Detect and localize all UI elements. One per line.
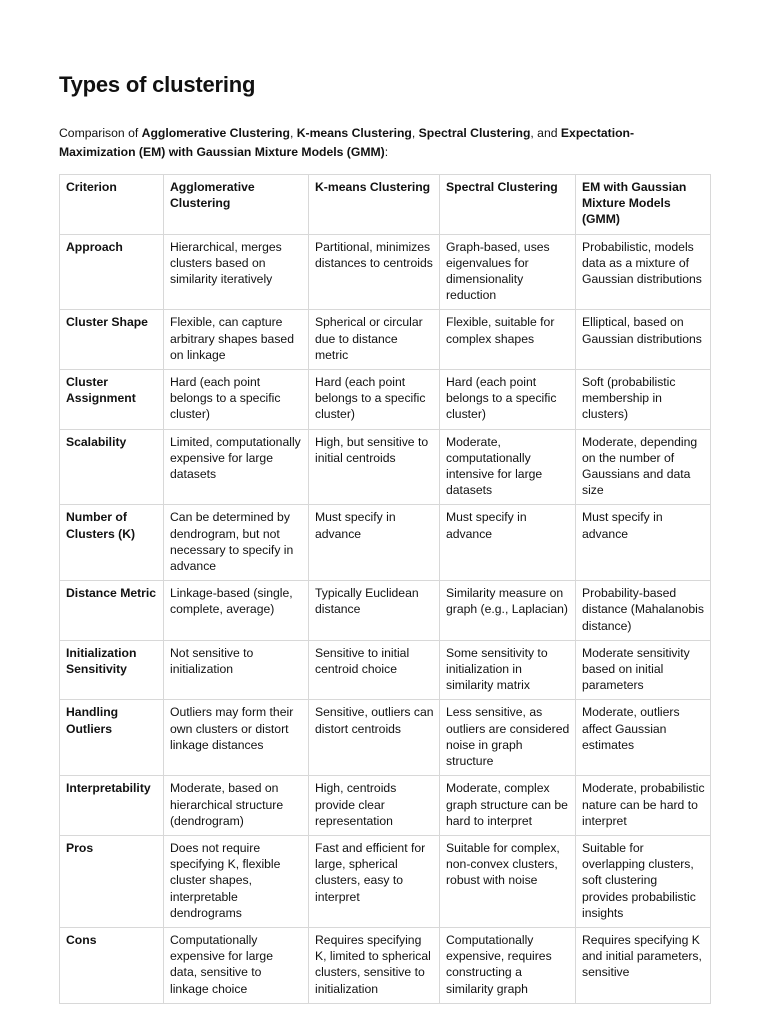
table-cell: Some sensitivity to initialization in similarity matrix xyxy=(440,640,576,700)
table-cell: Less sensitive, as outliers are considered noise in graph structure xyxy=(440,700,576,776)
table-cell: Moderate, computationally intensive for large datasets xyxy=(440,429,576,505)
table-cell: Moderate sensitivity based on initial parameters xyxy=(576,640,711,700)
intro-paragraph xyxy=(59,124,709,162)
header-em-gmm: EM with Gaussian Mixture Models (GMM) xyxy=(576,175,711,235)
row-criterion: Distance Metric xyxy=(60,581,164,641)
table-cell: Moderate, probabilistic nature can be hard to interpret xyxy=(576,776,711,836)
row-criterion: Scalability xyxy=(60,429,164,505)
table-cell: Can be determined by dendrogram, but not necessary to specify in advance xyxy=(164,505,309,581)
row-criterion: Interpretability xyxy=(60,776,164,836)
header-spectral: Spectral Clustering xyxy=(440,175,576,235)
header-agglomerative: Agglomerative Clustering xyxy=(164,175,309,235)
table-cell: Hard (each point belongs to a specific cluster) xyxy=(309,370,440,430)
table-cell: Flexible, suitable for complex shapes xyxy=(440,310,576,370)
intro-text: Comparison of xyxy=(59,126,142,141)
table-cell: Limited, computationally expensive for large datasets xyxy=(164,429,309,505)
table-cell: Does not require specifying K, flexible cluster shapes, interpretable dendrograms xyxy=(164,835,309,927)
table-cell: Computationally expensive, requires constructing a similarity graph xyxy=(440,927,576,1003)
row-criterion: Pros xyxy=(60,835,164,927)
table-cell: Elliptical, based on Gaussian distributions xyxy=(576,310,711,370)
page-title: Types of clustering xyxy=(59,72,256,97)
table-cell: Fast and efficient for large, spherical clusters, easy to interpret xyxy=(309,835,440,927)
table-cell: Partitional, minimizes distances to centroids xyxy=(309,234,440,310)
intro-term-kmeans: K-means Clustering xyxy=(296,126,412,141)
table-cell: Soft (probabilistic membership in clusters) xyxy=(576,370,711,430)
header-criterion: Criterion xyxy=(60,175,164,235)
table-row xyxy=(60,581,711,641)
table-cell: Probabilistic, models data as a mixture of Gaussian distributions xyxy=(576,234,711,310)
table-cell: High, but sensitive to initial centroids xyxy=(309,429,440,505)
table-cell: Moderate, outliers affect Gaussian estimates xyxy=(576,700,711,776)
row-criterion: Cluster Shape xyxy=(60,310,164,370)
table-cell: Requires specifying K and initial parameters, sensitive xyxy=(576,927,711,1003)
table-row xyxy=(60,640,711,700)
table-cell: Typically Euclidean distance xyxy=(309,581,440,641)
intro-text: : xyxy=(384,145,389,160)
row-criterion: Cluster Assignment xyxy=(60,370,164,430)
table-cell: Must specify in advance xyxy=(440,505,576,581)
intro-term-spectral: Spectral Clustering xyxy=(418,126,531,141)
table-cell: Similarity measure on graph (e.g., Laplacian) xyxy=(440,581,576,641)
table-cell: Sensitive, outliers can distort centroids xyxy=(309,700,440,776)
table-cell: Moderate, depending on the number of Gaussians and data size xyxy=(576,429,711,505)
table-cell: Must specify in advance xyxy=(576,505,711,581)
intro-term-agglomerative: Agglomerative Clustering xyxy=(141,126,290,141)
table-row xyxy=(60,835,711,927)
table-row xyxy=(60,776,711,836)
table-cell: Graph-based, uses eigenvalues for dimensionality reduction xyxy=(440,234,576,310)
row-criterion: Handling Outliers xyxy=(60,700,164,776)
table-cell: Not sensitive to initialization xyxy=(164,640,309,700)
table-cell: Must specify in advance xyxy=(309,505,440,581)
row-criterion: Cons xyxy=(60,927,164,1003)
table-cell: Flexible, can capture arbitrary shapes based on linkage xyxy=(164,310,309,370)
table-row xyxy=(60,429,711,505)
table-cell: Hierarchical, merges clusters based on similarity iteratively xyxy=(164,234,309,310)
row-criterion: Number of Clusters (K) xyxy=(60,505,164,581)
table-cell: Requires specifying K, limited to spherical clusters, sensitive to initialization xyxy=(309,927,440,1003)
table-row xyxy=(60,700,711,776)
table-row xyxy=(60,927,711,1003)
table-row xyxy=(60,505,711,581)
row-criterion: Initialization Sensitivity xyxy=(60,640,164,700)
table-cell: Computationally expensive for large data, sensitive to linkage choice xyxy=(164,927,309,1003)
table-cell: Suitable for overlapping clusters, soft clustering provides probabilistic insights xyxy=(576,835,711,927)
intro-text: , and xyxy=(530,126,561,141)
table-cell: Sensitive to initial centroid choice xyxy=(309,640,440,700)
comparison-table xyxy=(59,174,711,1004)
table-cell: Probability-based distance (Mahalanobis distance) xyxy=(576,581,711,641)
header-kmeans: K-means Clustering xyxy=(309,175,440,235)
table-cell: Outliers may form their own clusters or distort linkage distances xyxy=(164,700,309,776)
table-cell: Hard (each point belongs to a specific cluster) xyxy=(164,370,309,430)
table-cell: Spherical or circular due to distance metric xyxy=(309,310,440,370)
intro-text: , xyxy=(289,126,297,141)
table-row xyxy=(60,370,711,430)
table-cell: Suitable for complex, non-convex clusters, robust with noise xyxy=(440,835,576,927)
table-cell: Hard (each point belongs to a specific cluster) xyxy=(440,370,576,430)
table-row xyxy=(60,234,711,310)
table-cell: High, centroids provide clear representation xyxy=(309,776,440,836)
intro-text: , xyxy=(411,126,419,141)
table-cell: Moderate, complex graph structure can be hard to interpret xyxy=(440,776,576,836)
table-header-row xyxy=(60,175,711,235)
intro-term-em-gmm: Expectation-Maximization (EM) with Gaussian Mixture Models (GMM) xyxy=(59,126,635,160)
table-row xyxy=(60,310,711,370)
row-criterion: Approach xyxy=(60,234,164,310)
table-cell: Linkage-based (single, complete, average) xyxy=(164,581,309,641)
table-cell: Moderate, based on hierarchical structure (dendrogram) xyxy=(164,776,309,836)
